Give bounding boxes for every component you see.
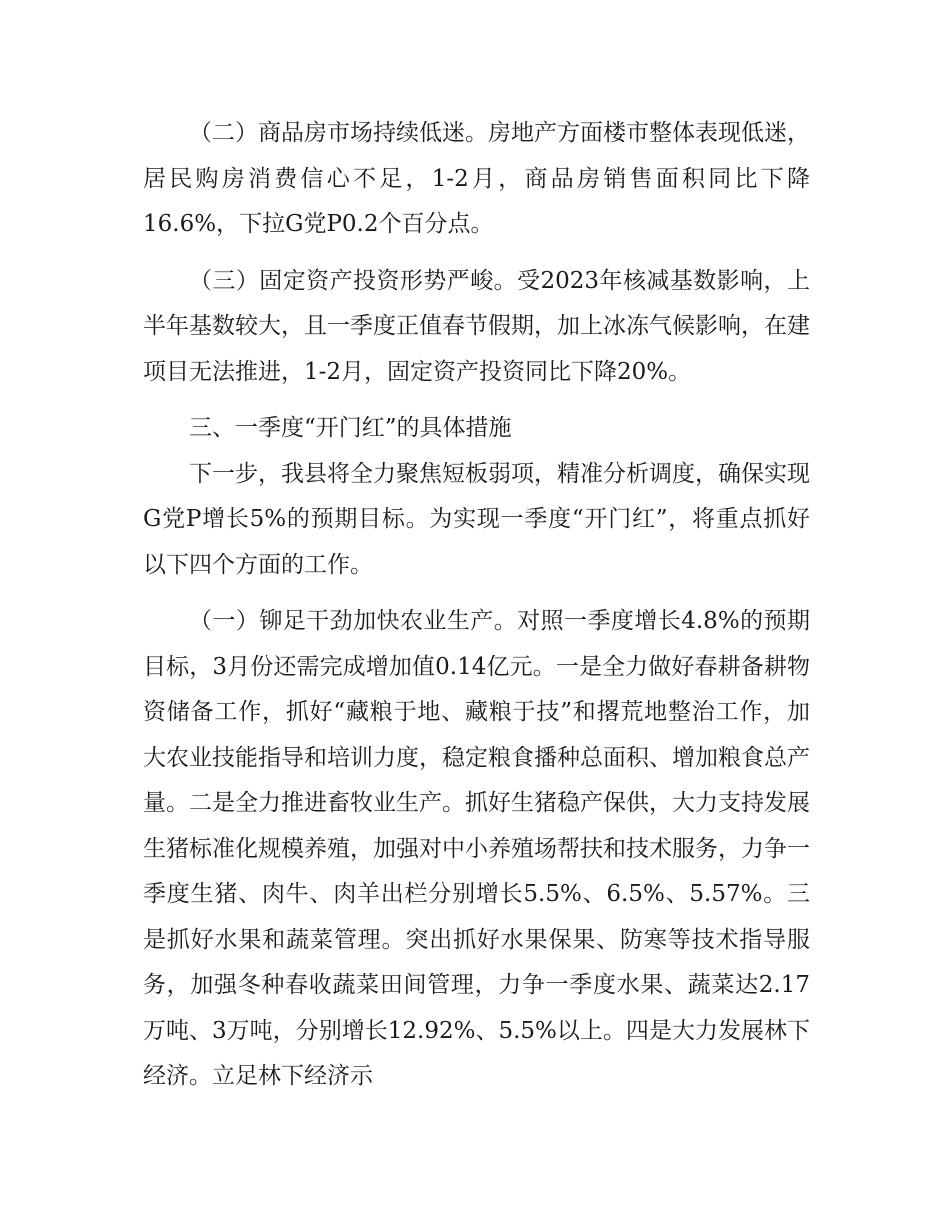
paragraph-fixed-asset-investment: （三）固定资产投资形势严峻。受2023年核减基数影响，上半年基数较大，且一季度正值春节假期，加上冰冻气候影响，在建项目无法推进，1-2月，固定资产投资同比下降20%。 (143, 267, 810, 385)
paragraph-agriculture: （一）铆足干劲加快农业生产。对照一季度增长4.8%的预期目标，3月份还需完成增加值0.14亿元。一是全力做好春耕备耕物资储备工作，抓好“藏粮于地、藏粮于技”和撂荒地整治工作，加大农业技能指导和培训力度，稳定粮食播种总面积、增加粮食总产量。二是全力推进畜牧业生产。抓好生猪稳产保供，大力支持发展生猪标准化规模养殖，加强对中小养殖场帮扶和技术服务，力争一季度生猪、肉牛、肉羊出栏分别增长5.5%、6.5%、5.57%。三是抓好水果和蔬菜管理。突出抓好水果保果、防寒等技术指导服务，加强冬种春收蔬菜田间管理，力争一季度水果、蔬菜达2.17万吨、3万吨，分别增长12.92%、5.5%以上。四是大力发展林下经济。立足林下经济示 (143, 608, 810, 1089)
section-heading-measures: 三、一季度“开门红”的具体措施 (189, 415, 512, 441)
paragraph-commercial-housing: （二）商品房市场持续低迷。房地产方面楼市整体表现低迷，居民购房消费信心不足，1-2月，商品房销售面积同比下降16.6%，下拉G党P0.2个百分点。 (143, 120, 810, 237)
document-page (143, 111, 810, 1111)
paragraph-next-steps: 下一步，我县将全力聚焦短板弱项，精准分析调度，确保实现G党P增长5%的预期目标。为实现一季度“开门红”，将重点抓好以下四个方面的工作。 (143, 460, 810, 578)
